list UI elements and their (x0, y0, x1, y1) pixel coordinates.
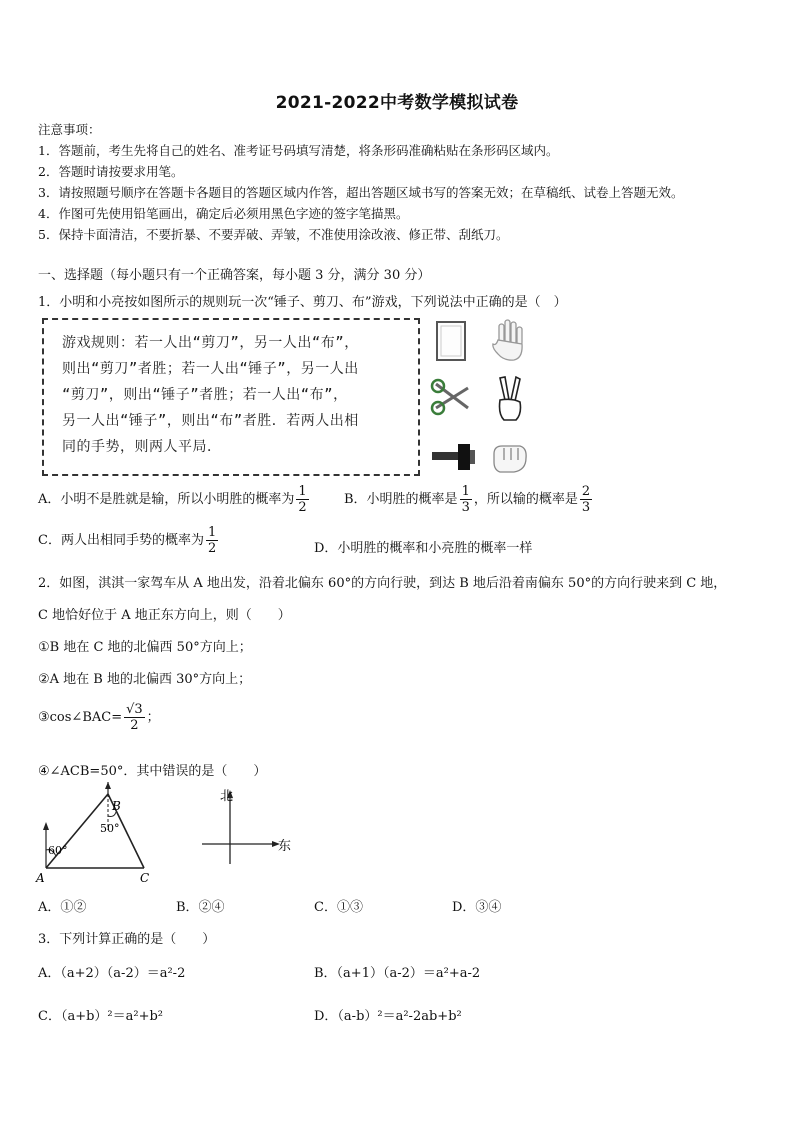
q2-stem-cont: C 地恰好位于 A 地正东方向上，则（ ） (38, 608, 291, 623)
paper-icon (434, 320, 470, 364)
fraction: $\frac{√3}{2}$ (126, 702, 143, 733)
q2-statement-1: ①B 地在 C 地的北偏西 50°方向上； (38, 640, 252, 655)
q3-stem: 3．下列计算正确的是（ ） (38, 932, 216, 947)
open-hand-icon (490, 318, 530, 364)
rule-line: 同的手势，则两人平局． (62, 439, 222, 455)
q2-option-b: B．②④ (176, 900, 225, 915)
q3-option-c: C．（a+b）²＝a²+b² (38, 1009, 164, 1024)
rule-box (42, 318, 420, 476)
hammer-icon (430, 440, 478, 476)
q1-option-c: C．两人出相同手势的概率为 $\frac{1}{2}$ (38, 525, 217, 556)
q3-option-b: B．（a+1）（a-2）＝a²+a-2 (314, 966, 481, 981)
note-item: 5．保持卡面清洁，不要折暴、不要弄破、弄皱，不准使用涂改液、修正带、刮纸刀。 (38, 227, 509, 242)
q2-statement-3: ③cos∠BAC= $\frac{√3}{2}$ ； (38, 702, 160, 733)
north-label: 北 (220, 789, 234, 804)
notes-heading: 注意事项： (38, 122, 101, 137)
q2-stem: 2．如图，淇淇一家驾车从 A 地出发，沿着北偏东 60°的方向行驶，到达 B 地后沿着南偏东 50°的方向行驶来到 C 地， (38, 576, 727, 591)
note-item: 4．作图可先使用铅笔画出，确定后必须用黑色字迹的签字笔描黑。 (38, 206, 409, 221)
q1-option-d: D．小明胜的概率和小亮胜的概率一样 (314, 541, 533, 556)
q2-option-d: D．③④ (452, 900, 502, 915)
triangle-figure (34, 782, 164, 886)
q1-stem: 1．小明和小亮按如图所示的规则玩一次“锤子、剪刀、布”游戏，下列说法中正确的是（ ） (38, 295, 567, 310)
q2-option-a: A．①② (38, 900, 87, 915)
note-item: 1．答题前，考生先将自己的姓名、准考证号码填写清楚，将条形码准确粘贴在条形码区域内。 (38, 143, 559, 158)
q3-option-a: A．（a+2）（a-2）＝a²-2 (38, 966, 186, 981)
q1-option-a: A．小明不是胜就是输，所以小明胜的概率为 $\frac{1}{2}$ (38, 484, 307, 515)
q2-statement-2: ②A 地在 B 地的北偏西 30°方向上； (38, 672, 252, 687)
compass-figure (196, 784, 296, 866)
rule-line: 则出“剪刀”者胜；若一人出“锤子”，另一人出 (62, 361, 359, 377)
angle-label-50: 50° (100, 822, 120, 835)
fraction: $\frac{1}{2}$ (207, 525, 217, 556)
note-item: 2．答题时请按要求用笔。 (38, 164, 184, 179)
victory-hand-icon (492, 374, 526, 424)
q2-statement-4: ④∠ACB=50°．其中错误的是（ ） (38, 764, 267, 779)
scissors-icon (430, 378, 474, 418)
rule-line: 游戏规则：若一人出“剪刀”，另一人出“布”， (62, 335, 359, 351)
angle-label-60: 60° (48, 844, 68, 857)
q1-option-b: B．小明胜的概率是 $\frac{1}{3}$ ，所以输的概率是 $\frac{2}{3}$ (344, 484, 591, 515)
q2-option-c: C．①③ (314, 900, 363, 915)
page-title: 2021-2022中考数学模拟试卷 (275, 93, 519, 113)
fraction: $\frac{1}{3}$ (461, 484, 470, 515)
note-item: 3．请按照题号顺序在答题卡各题目的答题区域内作答，超出答题区域书写的答案无效；在草稿纸、试卷上答题无效。 (38, 185, 684, 200)
q3-option-d: D．（a-b）²＝a²-2ab+b² (314, 1009, 462, 1024)
section-heading: 一、选择题（每小题只有一个正确答案，每小题 3 分，满分 30 分） (38, 268, 431, 283)
rule-line: “剪刀”，则出“锤子”者胜；若一人出“布”， (62, 387, 348, 403)
vertex-label-a: A (36, 871, 45, 885)
vertex-label-b: B (112, 799, 121, 813)
fist-icon (490, 440, 530, 476)
fraction: $\frac{1}{2}$ (298, 484, 307, 515)
vertex-label-c: C (140, 871, 150, 885)
rule-line: 另一人出“锤子”，则出“布”者胜．若两人出相 (62, 413, 359, 429)
east-label: 东 (278, 839, 292, 854)
fraction: $\frac{2}{3}$ (581, 484, 591, 515)
